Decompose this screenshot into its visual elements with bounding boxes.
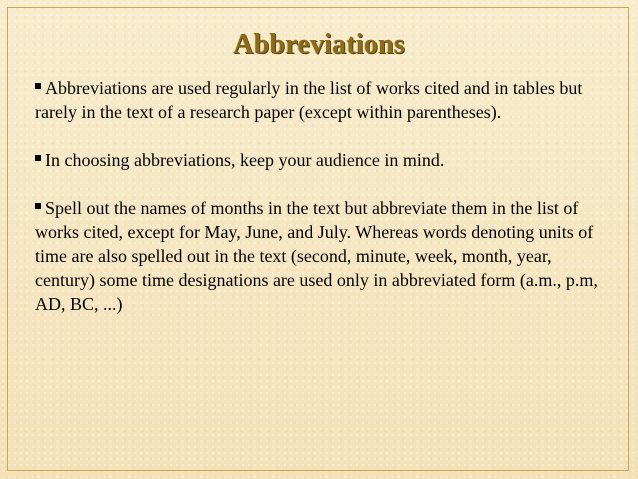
square-bullet-icon	[35, 203, 41, 209]
slide-content	[35, 76, 607, 340]
bullet-text: Spell out the names of months in the text but abbreviate them in the list of works cited, except for May, June, and July. Whereas words denoting units of time are also spelled out in the text (second, minute, week, month, year, century) some time designations are used only in abbreviated form (a.m., p.m, AD, BC, ...)	[35, 198, 598, 314]
bullet-text: Abbreviations are used regularly in the list of works cited and in tables but rarely in the text of a research paper (except within parentheses).	[35, 78, 583, 122]
square-bullet-icon	[35, 83, 41, 89]
slide-title: Abbreviations	[233, 29, 405, 60]
bullet-item	[35, 76, 607, 124]
square-bullet-icon	[35, 155, 41, 161]
bullet-item	[35, 148, 607, 172]
bullet-item	[35, 196, 607, 316]
bullet-text: In choosing abbreviations, keep your audience in mind.	[45, 150, 445, 170]
